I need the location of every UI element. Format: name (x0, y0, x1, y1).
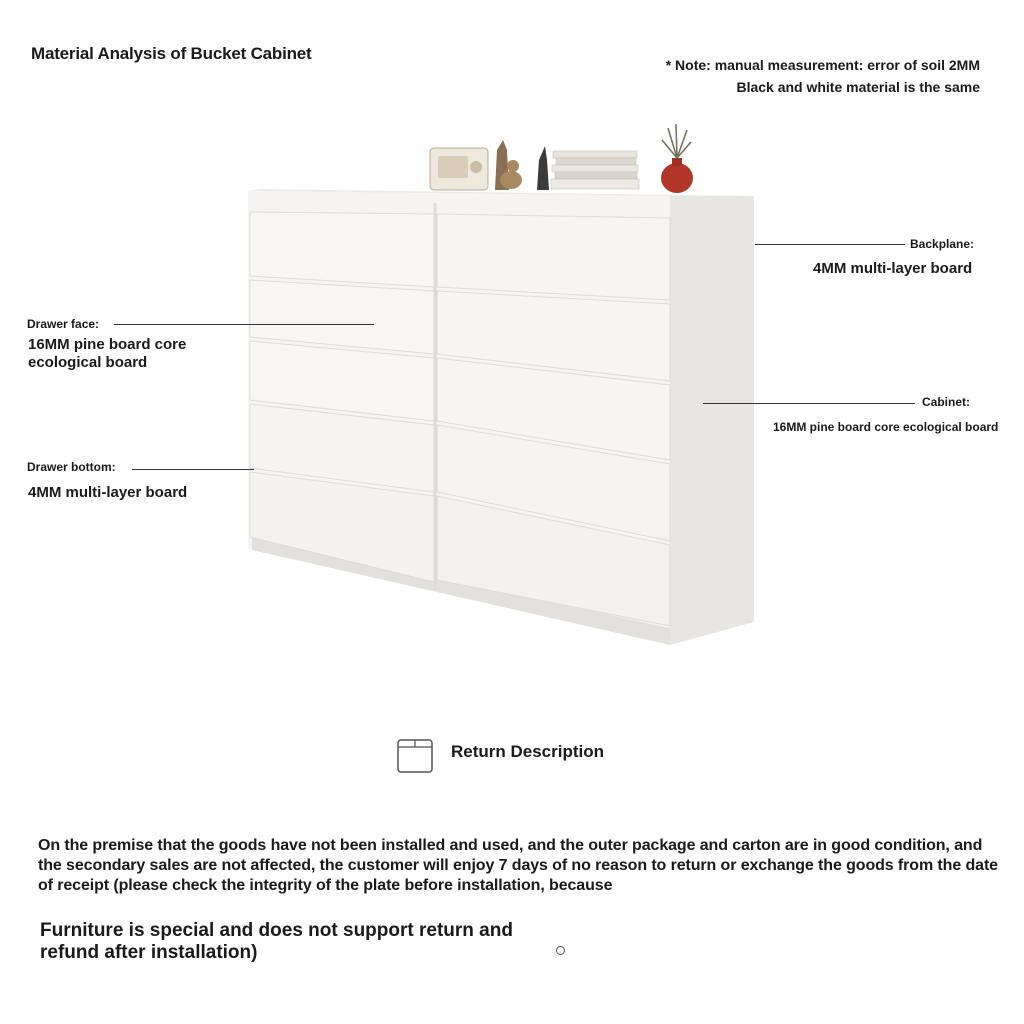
backplane-title: Backplane: (910, 237, 975, 251)
drawer-face-callout-line (114, 324, 374, 325)
ending-circle-mark (556, 946, 565, 955)
dried-plant (662, 124, 691, 158)
drawer-bottom-value: 4MM multi-layer board (28, 484, 188, 501)
box-icon (396, 734, 434, 774)
book-stack (553, 151, 637, 158)
drawer-face-value (28, 336, 186, 372)
figurine-cat (500, 171, 522, 189)
drawer-face-value-line-1: 16MM pine board core (28, 336, 187, 353)
backplane-callout-line (755, 244, 905, 245)
return-policy-paragraph: On the premise that the goods have not been installed and used, and the outer package and carton are in good condition, and the secondary sales are not affected, the customer will enjoy 7 days of no reason to return or exchange the goods from the date of receipt (please check the integrity of the plate before installation, because (38, 837, 998, 894)
figurine-deer (537, 146, 549, 190)
return-policy-note-line-1: Furniture is special and does not support return and (40, 920, 513, 941)
cabinet-side-panel (670, 196, 754, 645)
backplane-value: 4MM multi-layer board (813, 260, 973, 277)
page-title: Material Analysis of Bucket Cabinet (31, 44, 312, 63)
cabinet-callout-line (703, 403, 915, 404)
return-description-title: Return Description (451, 742, 605, 761)
return-policy-note (40, 920, 560, 964)
right-drawers (437, 214, 670, 626)
drawer-face-value-line-2: ecological board (28, 354, 148, 371)
left-drawers (250, 212, 434, 582)
drawer-bottom-callout-line (132, 469, 254, 470)
red-vase (661, 163, 693, 193)
drawer-face-title: Drawer face: (27, 317, 100, 331)
note-line-2: Black and white material is the same (736, 79, 980, 95)
note-line-1: * Note: manual measurement: error of soil 2MM (665, 57, 980, 73)
drawer-left-1 (250, 212, 434, 287)
cabinet-title: Cabinet: (922, 395, 970, 409)
drawer-bottom-title: Drawer bottom: (27, 460, 116, 474)
drawer-right-1 (437, 214, 670, 300)
top-decorations (430, 124, 693, 193)
cabinet-value: 16MM pine board core ecological board (773, 420, 999, 434)
return-policy-note-line-2: refund after installation) (40, 942, 258, 963)
